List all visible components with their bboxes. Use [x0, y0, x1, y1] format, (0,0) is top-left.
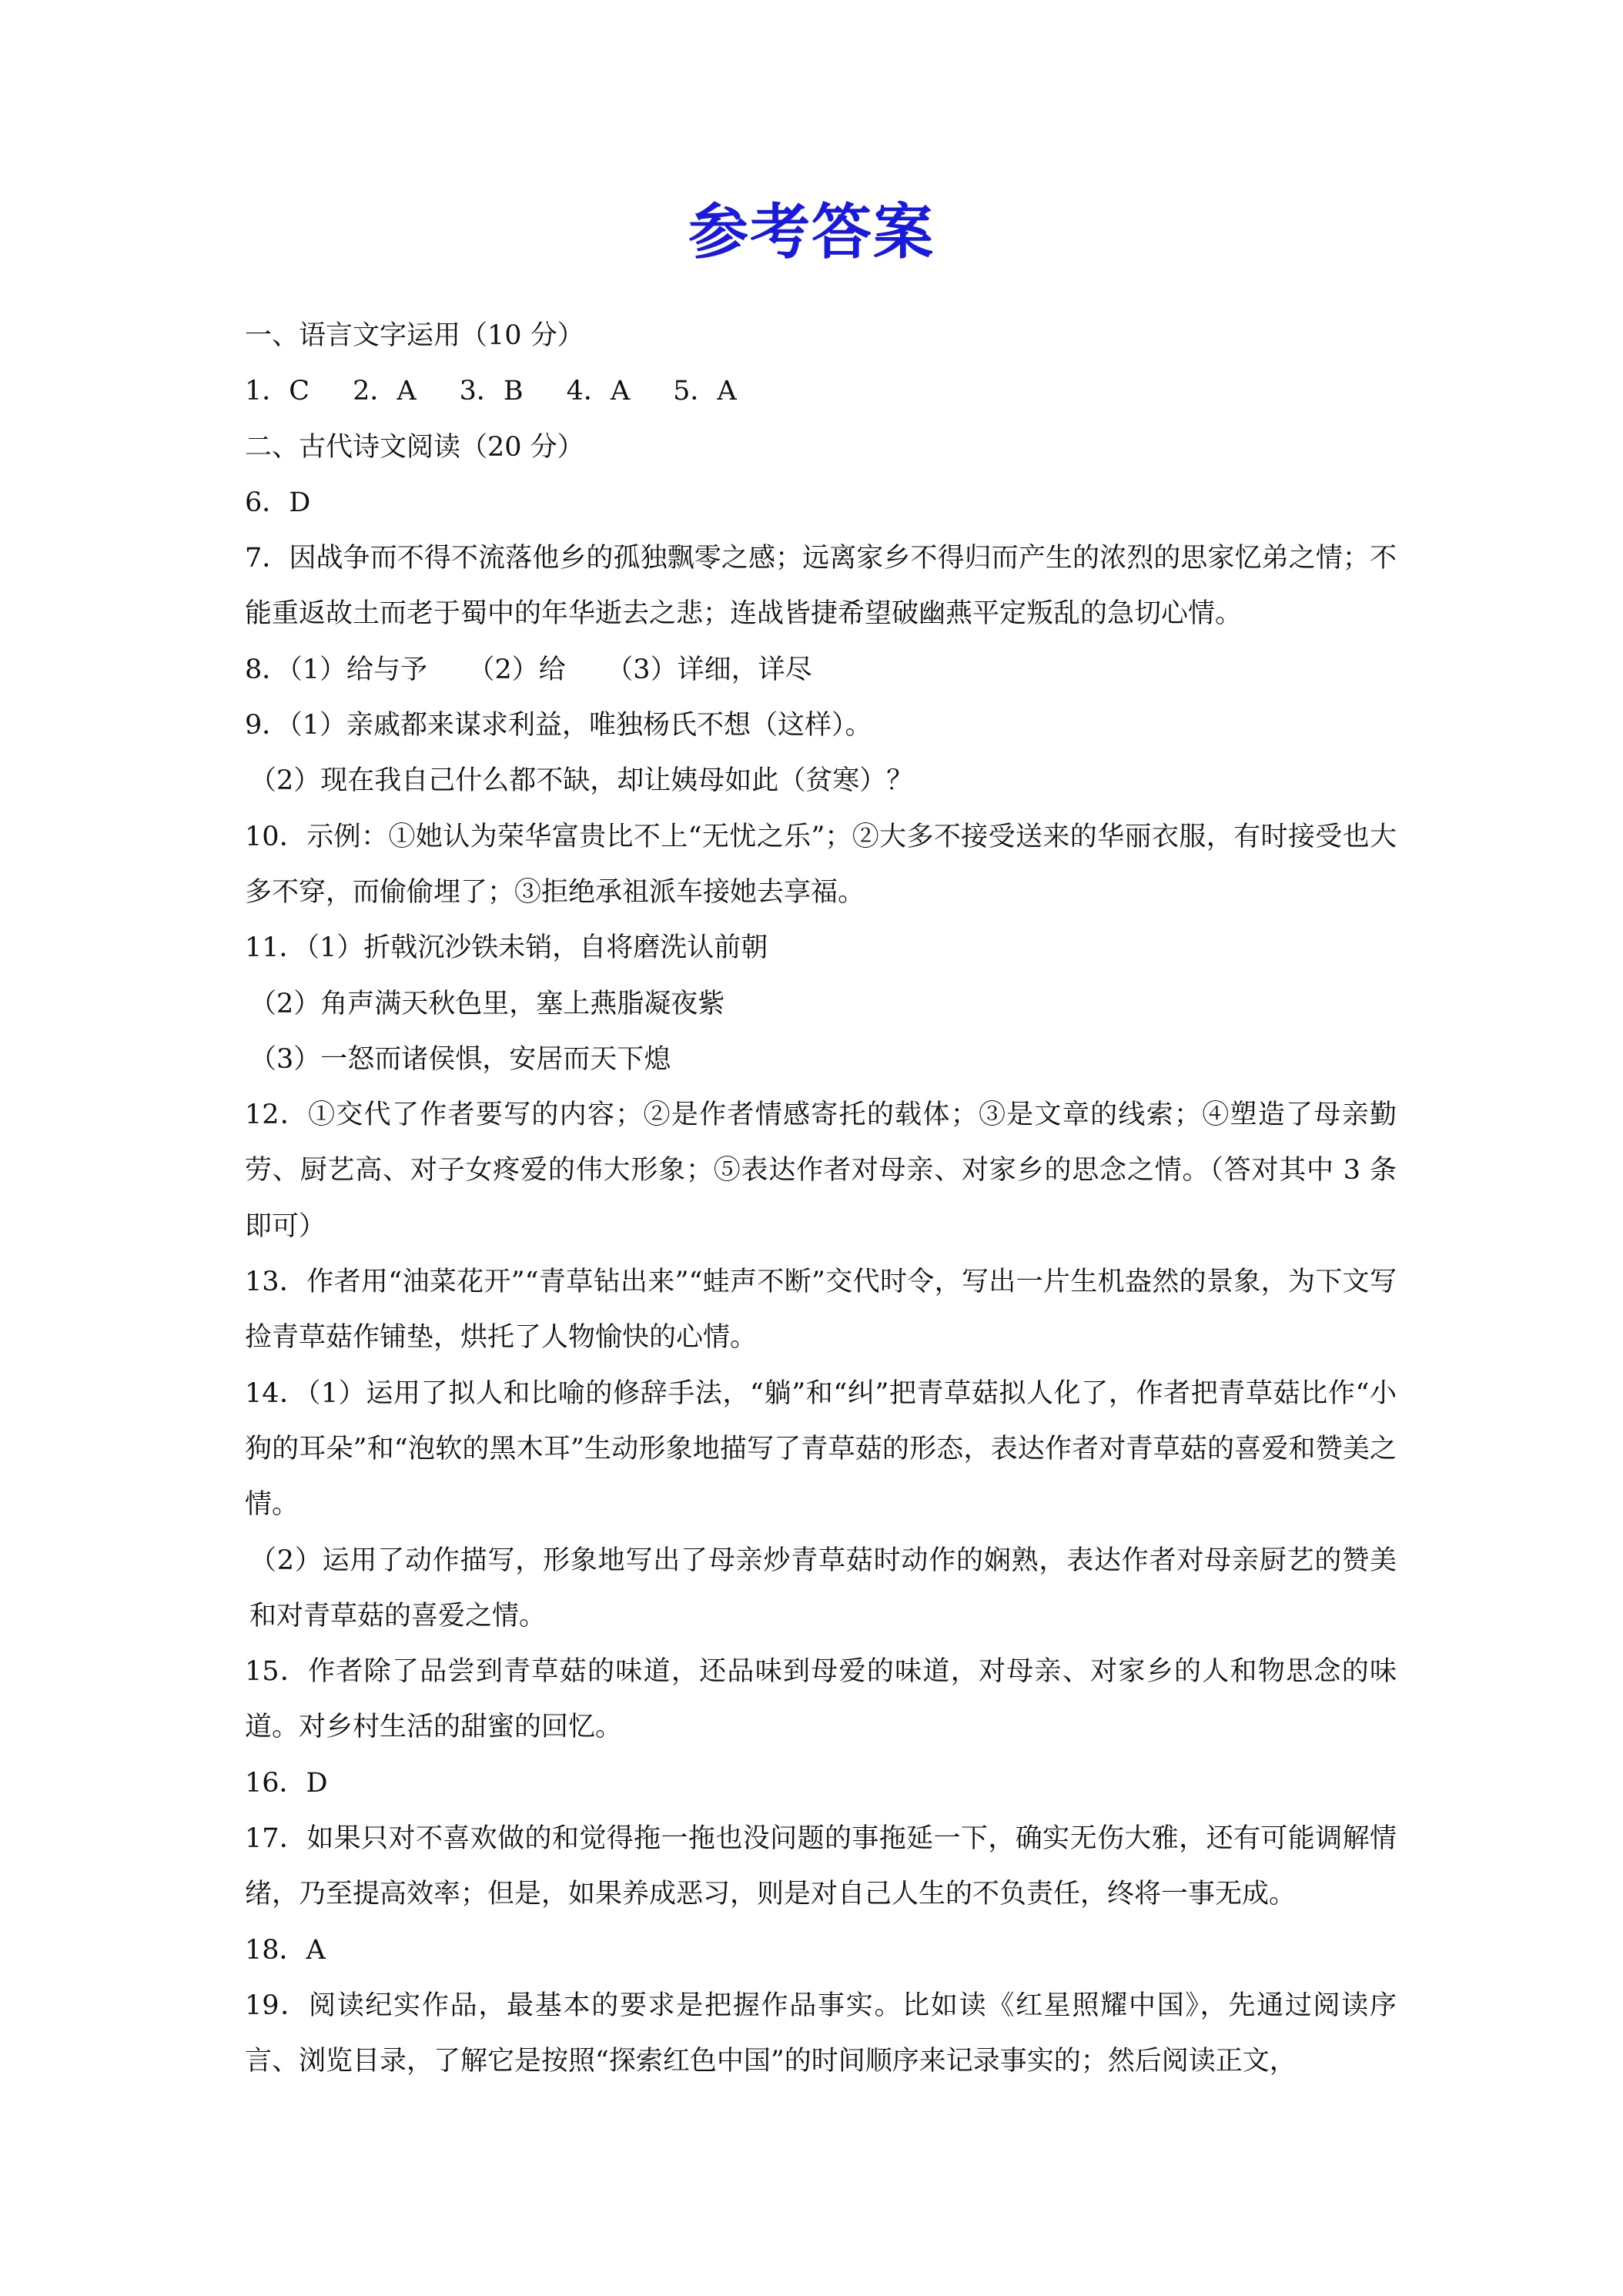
answer-content — [245, 308, 1397, 2090]
choice-answer: 2．A — [353, 376, 417, 407]
multiple-choice-answers — [245, 363, 1397, 419]
answer-q8: 8．（1）给与予 （2）给 （3）详细，详尽 — [245, 654, 812, 685]
answer-q14-part1: 14．（1）运用了拟人和比喻的修辞手法，“躺”和“纠”把青草菇拟人化了，作者把青草菇比作“小狗的耳朵”和“泡软的黑木耳”生动形象地描写了青草菇的形态，表达作者对青草菇的喜爱和赞美之情。 — [245, 1377, 1397, 1521]
answer-q11-part3: （3）一怒而诸侯惧，安居而天下熄 — [249, 1043, 671, 1075]
choice-answer: 1．C — [245, 376, 310, 407]
page-title: 参考答案 — [688, 198, 935, 267]
answer-q19: 19．阅读纪实作品，最基本的要求是把握作品事实。比如读《红星照耀中国》，先通过阅读序言、浏览目录，了解它是按照“探索红色中国”的时间顺序来记录事实的；然后阅读正文， — [245, 1990, 1397, 2077]
answer-q10: 10．示例：①她认为荣华富贵比不上“无忧之乐”；②大多不接受送来的华丽衣服，有时接受也大多不穿，而偷偷埋了；③拒绝承祖派车接她去享福。 — [245, 821, 1397, 908]
answer-q14-part2: （2）运用了动作描写，形象地写出了母亲炒青草菇时动作的娴熟，表达作者对母亲厨艺的赞美和对青草菇的喜爱之情。 — [249, 1545, 1397, 1632]
answer-q18: 18．A — [245, 1934, 326, 1966]
answer-q12: 12．①交代了作者要写的内容；②是作者情感寄托的载体；③是文章的线索；④塑造了母亲勤劳、厨艺高、对子女疼爱的伟大形象；⑤表达作者对母亲、对家乡的思念之情。（答对其中 3 条即可） — [245, 1099, 1397, 1242]
section-heading-language-use: 一、语言文字运用（10 分） — [245, 320, 584, 351]
answer-q15: 15．作者除了品尝到青草菇的味道，还品味到母爱的味道，对母亲、对家乡的人和物思念的味道。对乡村生活的甜蜜的回忆。 — [245, 1656, 1397, 1743]
answer-q11-part1: 11．（1）折戟沉沙铁未销，自将磨洗认前朝 — [245, 932, 768, 964]
answer-q6: 6．D — [245, 487, 311, 518]
answer-q11-part2: （2）角声满天秋色里，塞上燕脂凝夜紫 — [249, 988, 725, 1019]
answer-q9-part2: （2）现在我自己什么都不缺，却让姨母如此（贫寒）？ — [249, 765, 914, 797]
answer-q13: 13．作者用“油菜花开”“青草钻出来”“蛙声不断”交代时令，写出一片生机盎然的景象，为下文写捡青草菇作铺垫，烘托了人物愉快的心情。 — [245, 1267, 1397, 1354]
choice-answer: 4．A — [566, 376, 631, 407]
answer-q16: 16．D — [245, 1767, 328, 1799]
answer-q7: 7．因战争而不得不流落他乡的孤独飘零之感；远离家乡不得归而产生的浓烈的思家忆弟之情；不能重返故土而老于蜀中的年华逝去之悲；连战皆捷希望破幽燕平定叛乱的急切心情。 — [245, 543, 1397, 630]
choice-answer: 5．A — [673, 376, 737, 407]
answer-q9-part1: 9．（1）亲戚都来谋求利益，唯独杨氏不想（这样）。 — [245, 710, 872, 741]
choice-answer: 3．B — [459, 376, 524, 407]
answer-q17: 17．如果只对不喜欢做的和觉得拖一拖也没问题的事拖延一下，确实无伤大雅，还有可能调解情绪，乃至提高效率；但是，如果养成恶习，则是对自己人生的不负责任，终将一事无成。 — [245, 1823, 1397, 1910]
section-heading-classical-reading: 二、古代诗文阅读（20 分） — [245, 431, 584, 463]
